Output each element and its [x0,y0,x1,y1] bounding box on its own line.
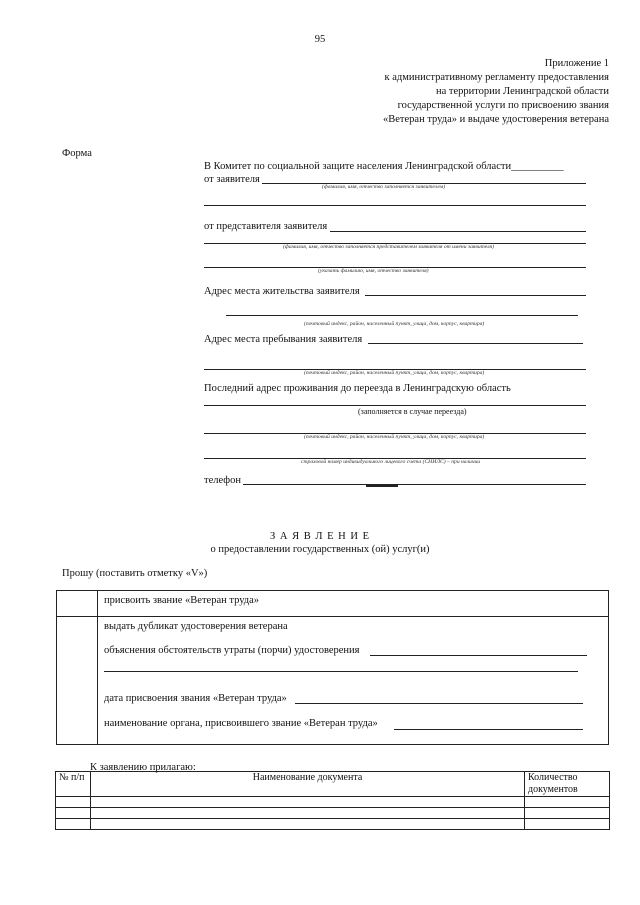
table-header-row [56,772,610,797]
hint-representative: (фамилия, имя, отчество заполняется представителем заявителя от имени заявителя) [283,244,494,250]
phone-label: телефон [204,475,241,486]
table-row [56,808,610,819]
from-representative-label: от представителя заявителя [204,221,328,232]
phone-line[interactable] [243,484,586,485]
table-cell[interactable] [525,819,610,830]
option-text-cell [98,617,609,745]
hint-address-2: (почтовый индекс, район, населенный пункт, улица, дом, корпус, квартира) [304,370,485,376]
col-num-header: № п/п [56,772,91,797]
checkbox-cell[interactable] [57,617,98,745]
stay-address-label: Адрес места пребывания заявителя [204,334,363,345]
document-title: З А Я В Л Е Н И Е [270,531,370,542]
residence-address-label: Адрес места жительства заявителя [204,286,360,297]
appendix-line: «Ветеран труда» и выдаче удостоверения ветерана [383,114,609,125]
option-row [57,617,609,745]
appendix-line: Приложение 1 [544,58,609,69]
table-cell[interactable] [56,797,91,808]
date-label: дата присвоения звания «Ветеран труда» [104,693,287,704]
options-table [56,590,609,745]
explanation-line-2[interactable] [104,671,578,672]
col-qty-header: Количество документов [525,772,610,797]
table-cell[interactable] [91,808,525,819]
table-cell[interactable] [91,819,525,830]
table-row [56,797,610,808]
hint-address-1: (почтовый индекс, район, населенный пункт, улица, дом, корпус, квартира) [304,321,485,327]
documents-table [55,771,610,830]
page-number: 95 [314,34,326,45]
col-name-header: Наименование документа [91,772,525,797]
table-row [56,819,610,830]
last-address-label: Последний адрес проживания до переезда в Ленинградскую область [204,383,511,394]
table-cell[interactable] [525,808,610,819]
residence-address-line[interactable] [365,295,586,296]
org-label: наименование органа, присвоившего звание «Ветеран труда» [104,718,378,729]
representative-name-line[interactable] [330,231,586,232]
committee-address: В Комитет по социальной защите населения Ленинградской области__________ [204,161,564,172]
applicant-name-line-2[interactable] [204,205,586,206]
form-label: Форма [62,148,92,159]
hint-snils: страховой номер индивидуального лицевого счета (СНИЛС) – при наличии [301,459,481,465]
attach-label: К заявлению прилагаю: [90,762,196,773]
checkbox-cell[interactable] [57,591,98,617]
document-subtitle: о предоставлении государственных (ой) услуг(и) [210,544,430,555]
option-duplicate: выдать дубликат удостоверения ветерана [104,621,288,632]
hint-if-moved: (заполняется в случае переезда) [358,407,467,416]
option-assign-title: присвоить звание «Ветеран труда» [104,595,260,606]
from-applicant-label: от заявителя [204,174,260,185]
table-cell[interactable] [56,808,91,819]
residence-address-line-2[interactable] [226,315,578,316]
table-cell[interactable] [56,819,91,830]
date-line[interactable] [295,703,583,704]
option-row [57,591,609,617]
hint-address-3: (почтовый индекс, район, населенный пункт, улица, дом, корпус, квартира) [304,434,485,440]
table-cell[interactable] [91,797,525,808]
appendix-line: на территории Ленинградской области [435,86,609,97]
org-line[interactable] [394,729,583,730]
stay-address-line[interactable] [368,343,583,344]
explanation-label: объяснения обстоятельств утраты (порчи) удостоверения [104,645,360,656]
hint-fio: (указать фамилию, имя, отчество заявителя) [318,268,429,274]
appendix-block [279,57,609,127]
appendix-line: к административному регламенту предоставления [384,72,609,83]
phone-line-mark [366,485,398,487]
request-label: Прошу (поставить отметку «V») [62,568,208,579]
option-text-cell [98,591,609,617]
table-cell[interactable] [525,797,610,808]
appendix-line: государственной услуги по присвоению звания [397,100,609,111]
explanation-line[interactable] [370,655,587,656]
hint-applicant: (фамилия, имя, отчество заполняется заявителем) [322,184,446,190]
